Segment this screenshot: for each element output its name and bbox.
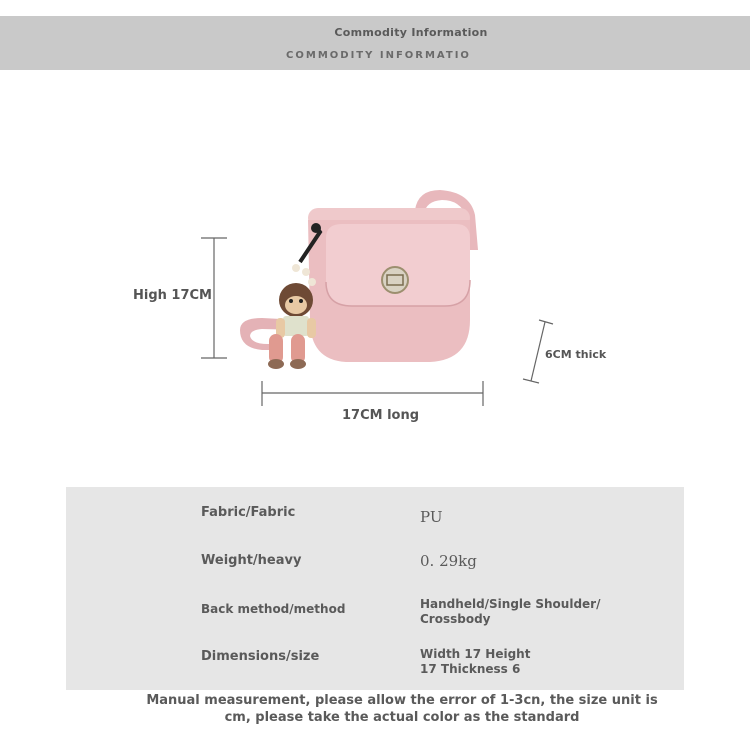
header-title: Commodity Information — [334, 26, 488, 39]
spec-value-back-method: Handheld/Single Shoulder/ Crossbody — [420, 597, 601, 626]
spec-label-fabric: Fabric/Fabric — [201, 505, 296, 520]
spec-label-dimensions: Dimensions/size — [201, 649, 320, 664]
thickness-label: 6CM thick — [545, 348, 607, 361]
spec-label-back-method: Back method/method — [201, 602, 346, 616]
spec-value-fabric: PU — [420, 508, 443, 526]
length-dimension-line — [262, 381, 483, 406]
spec-value-weight: 0. 29kg — [420, 552, 477, 570]
measurement-note: Manual measurement, please allow the error of 1-3cn, the size unit is cm, please take the actual color as the standard — [146, 693, 658, 725]
header-subtitle: COMMODITY INFORMATIO — [286, 50, 471, 61]
spec-label-weight: Weight/heavy — [201, 553, 302, 568]
spec-value-dimensions: Width 17 Height 17 Thickness 6 — [420, 647, 531, 676]
length-label: 17CM long — [342, 408, 420, 423]
height-label: High 17CM — [133, 288, 212, 303]
spec-table — [66, 487, 684, 690]
product-image — [240, 190, 478, 369]
